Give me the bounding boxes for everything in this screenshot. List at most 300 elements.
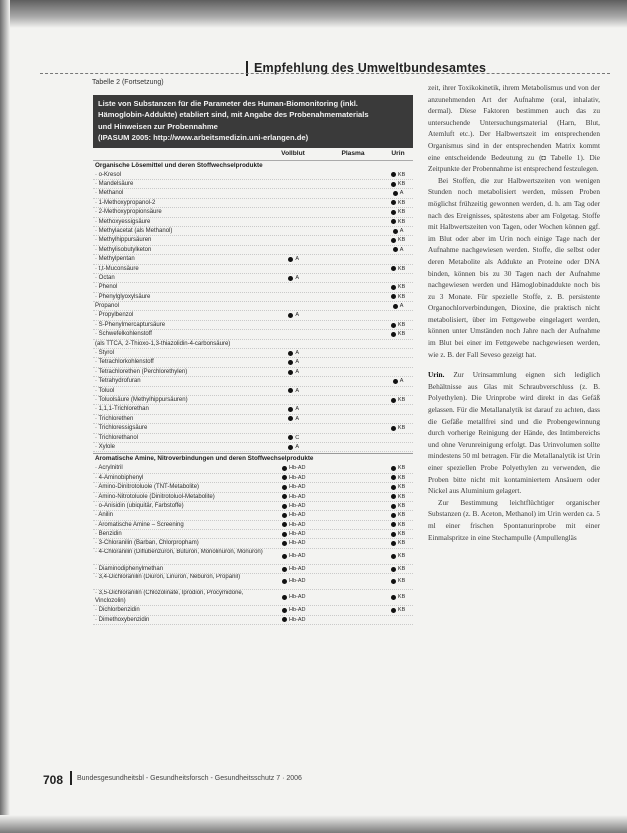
bullet-dot-icon	[391, 285, 396, 290]
bullet-dot-icon	[391, 426, 396, 431]
footer-citation: Bundesgesundheitsbl - Gesundheitsforsch - Gesundheitsschutz 7 · 2006	[77, 775, 302, 782]
substance-name: · 3,5-Dichloranilin (Chlozolinate, Iprodion, Procymidone, Vinclozolin)	[95, 590, 244, 604]
table-row	[93, 199, 413, 208]
bullet-dot-icon	[282, 504, 287, 509]
scan-shadow-left	[0, 0, 10, 833]
sample-marker: KB	[397, 171, 406, 178]
vollblut-cell	[264, 549, 324, 564]
plasma-cell	[324, 265, 384, 273]
sample-marker: A	[295, 415, 300, 422]
plasma-cell	[324, 443, 384, 451]
plasma-cell	[324, 236, 384, 244]
sample-marker: KB	[397, 265, 406, 272]
plasma-cell	[324, 405, 384, 413]
sample-marker: A	[295, 312, 300, 319]
sample-marker: A	[295, 387, 300, 394]
urin-cell	[383, 424, 413, 432]
table-row	[93, 483, 413, 492]
bullet-dot-icon	[391, 266, 396, 271]
urin-cell	[383, 349, 413, 357]
bullet-dot-icon	[282, 494, 287, 499]
vollblut-cell	[264, 387, 324, 395]
sample-marker: KB	[397, 321, 406, 328]
table-title-line: (IPASUM 2005: http://www.arbeitsmedizin.uni-erlangen.de)	[98, 133, 309, 143]
substance-name: · 4-Aminobiphenyl	[95, 474, 144, 481]
sample-marker: KB	[397, 237, 406, 244]
sample-marker: Hb-AD	[288, 493, 306, 500]
urin-cell	[383, 265, 413, 273]
plasma-cell	[324, 283, 384, 291]
sample-marker: KB	[397, 425, 406, 432]
vollblut-cell	[264, 189, 324, 197]
table-row	[93, 340, 413, 349]
paragraph: Bei Stoffen, die zur Halbwertszeiten von wenigen Stunden noch metabolisiert werden, müssen Proben möglichst frühzeitig gewonnen werden, d. h. am Tag oder nach des Ereignisses, spätestens aber am Folgetag. Stoffe mit Halbwertszeiten von Tagen, oder Wochen können ggf. im Blut oder aber im Urin noch einige Tage nach der Aufnahme nachgewiesen werden. Stoffe, die selbst oder deren Metabolite als Addukte an Proteine oder DNA binden, können bis zu 30 Tagen nach der Aufnahme nachgewiesen werden und Hämoglobinaddukte noch bis zu 3 Monate. Für spezielle Stoffe, z. B. persistente Organochlorverbindungen, Dioxine, die praktisch nicht metabolisiert, über im Fettgewebe eingelagert werden, können unter Umständen noch Jahre nach der Aufnahme im Blut bei einer im Fettgewebe nachgewiesen werden, wie z. B. der Fall Seveso gezeigt hat.	[428, 175, 600, 359]
bullet-dot-icon	[393, 247, 398, 252]
table-row	[93, 405, 413, 414]
plasma-cell	[324, 493, 384, 501]
plasma-cell	[324, 464, 384, 472]
vollblut-cell	[264, 464, 324, 472]
sample-marker: KB	[397, 521, 406, 528]
plasma-cell	[324, 590, 384, 605]
substance-name: · Octan	[95, 274, 115, 281]
plasma-cell	[324, 208, 384, 216]
sample-marker: Hb-AD	[288, 474, 306, 481]
vollblut-cell	[264, 330, 324, 338]
sample-marker: A	[295, 359, 300, 366]
table-row	[93, 590, 413, 606]
urin-cell	[383, 302, 413, 310]
bullet-dot-icon	[393, 229, 398, 234]
vollblut-cell	[264, 396, 324, 404]
bullet-dot-icon	[391, 567, 396, 572]
table-row	[93, 502, 413, 511]
bullet-dot-icon	[391, 595, 396, 600]
body-text-column	[428, 82, 600, 543]
sample-marker: Hb-AD	[288, 512, 306, 519]
table-row	[93, 330, 413, 339]
scan-shadow-top	[0, 0, 627, 28]
substance-name: · Methoxyessigsäure	[95, 218, 151, 225]
bullet-dot-icon	[282, 567, 287, 572]
vollblut-cell	[264, 434, 324, 442]
urin-cell	[383, 311, 413, 319]
table-row	[93, 274, 413, 283]
bullet-dot-icon	[288, 351, 293, 356]
table-row	[93, 464, 413, 473]
plasma-cell	[324, 302, 384, 310]
table-row	[93, 255, 413, 264]
paragraph-urin	[428, 369, 600, 497]
table-title-line: Liste von Substanzen für die Parameter des Human-Biomonitoring (inkl.	[98, 99, 358, 108]
bullet-dot-icon	[288, 360, 293, 365]
vollblut-cell	[264, 349, 324, 357]
sample-marker: KB	[397, 502, 406, 509]
bullet-dot-icon	[391, 579, 396, 584]
page-number: 708	[43, 773, 64, 787]
bullet-dot-icon	[391, 323, 396, 328]
bullet-dot-icon	[391, 182, 396, 187]
vollblut-cell	[264, 293, 324, 301]
table-body	[93, 161, 413, 625]
urin-cell	[383, 236, 413, 244]
bullet-dot-icon	[391, 513, 396, 518]
sample-marker: KB	[397, 512, 406, 519]
bullet-dot-icon	[391, 200, 396, 205]
substance-name: · Xylole	[95, 443, 116, 450]
table-row	[93, 443, 413, 452]
urin-cell	[383, 180, 413, 188]
table-row	[93, 387, 413, 396]
vollblut-cell	[264, 311, 324, 319]
table-row	[93, 616, 413, 625]
substance-name: · Propylbenzol	[95, 312, 134, 319]
plasma-cell	[324, 565, 384, 573]
sample-marker: KB	[397, 331, 406, 338]
table-title-line: Hämoglobin-Addukte) etabliert sind, mit Angabe des Probenahmematerials	[98, 110, 369, 120]
substance-name: · 4-Chloranilin (Diflubenzuron, Buturon, Monolinuron, Monuron)	[95, 548, 263, 555]
bullet-dot-icon	[391, 504, 396, 509]
running-head: Empfehlung des Umweltbundesamtes	[254, 61, 487, 75]
substance-name: · 3,4-Dichloranilin (Diuron, Linuron, Neburon, Propanil)	[95, 574, 241, 581]
urin-cell	[383, 255, 413, 263]
column-headers	[93, 148, 413, 161]
vollblut-cell	[264, 274, 324, 282]
urin-cell	[383, 189, 413, 197]
sample-marker: A	[295, 256, 300, 263]
sample-marker: KB	[397, 484, 406, 491]
urin-cell	[383, 565, 413, 573]
urin-cell	[383, 293, 413, 301]
table-caption: Tabelle 2 (Fortsetzung)	[92, 79, 164, 86]
sample-marker: KB	[397, 607, 406, 614]
sample-marker: Hb-AD	[288, 531, 306, 538]
plasma-cell	[324, 311, 384, 319]
vollblut-cell	[264, 590, 324, 605]
table-row	[93, 434, 413, 443]
sample-marker: KB	[397, 465, 406, 472]
substance-name: · Trichlorethen	[95, 415, 134, 422]
urin-cell	[383, 590, 413, 605]
bullet-dot-icon	[282, 554, 287, 559]
plasma-cell	[324, 330, 384, 338]
substance-name: · S-Phenylmercaptursäure	[95, 321, 166, 328]
vollblut-cell	[264, 574, 324, 589]
plasma-cell	[324, 530, 384, 538]
table-row	[93, 521, 413, 530]
urin-cell	[383, 574, 413, 589]
urin-cell	[383, 405, 413, 413]
bullet-dot-icon	[288, 370, 293, 375]
urin-cell	[383, 199, 413, 207]
vollblut-cell	[264, 208, 324, 216]
substance-name: · Diaminodiphenylmethan	[95, 565, 164, 572]
urin-cell	[383, 539, 413, 547]
table-row	[93, 283, 413, 292]
bullet-dot-icon	[288, 435, 293, 440]
bullet-dot-icon	[391, 466, 396, 471]
table-row	[93, 311, 413, 320]
bullet-dot-icon	[282, 595, 287, 600]
column-header-vollblut: Vollblut	[281, 150, 305, 158]
plasma-cell	[324, 396, 384, 404]
substance-name: · Aromatische Amine – Screening	[95, 521, 184, 528]
bullet-dot-icon	[391, 210, 396, 215]
sample-marker: KB	[397, 209, 406, 216]
paragraph: Zur Bestimmung leichtflüchtiger organischer Substanzen (z. B. Aceton, Methanol) im Urin werden ca. 5 ml einer frischen Spontanurinprobe mit einer Einmalspritze in eine Stechampulle (Ampullengläs	[428, 497, 600, 542]
bullet-dot-icon	[288, 445, 293, 450]
vollblut-cell	[264, 530, 324, 538]
vollblut-cell	[264, 606, 324, 614]
column-header-urin: Urin	[391, 150, 405, 158]
bullet-dot-icon	[391, 541, 396, 546]
plasma-cell	[324, 424, 384, 432]
substance-name: · Styrol	[95, 350, 115, 357]
table-row	[93, 218, 413, 227]
vollblut-cell	[264, 443, 324, 451]
bullet-dot-icon	[391, 485, 396, 490]
plasma-cell	[324, 415, 384, 423]
vollblut-cell	[264, 521, 324, 529]
plasma-cell	[324, 349, 384, 357]
table-row	[93, 530, 413, 539]
substance-name: · Methylisobutylketon	[95, 246, 152, 253]
urin-cell	[383, 368, 413, 376]
plasma-cell	[324, 606, 384, 614]
vollblut-cell	[264, 483, 324, 491]
bullet-dot-icon	[288, 276, 293, 281]
substance-name: · Benzidin	[95, 531, 122, 538]
plasma-cell	[324, 502, 384, 510]
bullet-dot-icon	[282, 513, 287, 518]
sample-marker: KB	[397, 540, 406, 547]
plasma-cell	[324, 616, 384, 624]
substance-name: · 2-Methoxypropionsäure	[95, 209, 162, 216]
urin-cell	[383, 483, 413, 491]
bullet-dot-icon	[282, 466, 287, 471]
vollblut-cell	[264, 565, 324, 573]
sample-marker: A	[295, 368, 300, 375]
substance-name: · t,t-Muconsäure	[95, 265, 139, 272]
urin-cell	[383, 218, 413, 226]
sample-marker: KB	[397, 199, 406, 206]
plasma-cell	[324, 274, 384, 282]
sample-marker: A	[295, 274, 300, 281]
bullet-dot-icon	[391, 332, 396, 337]
urin-cell	[383, 171, 413, 179]
bullet-dot-icon	[288, 313, 293, 318]
urin-cell	[383, 227, 413, 235]
urin-cell	[383, 530, 413, 538]
bullet-dot-icon	[282, 541, 287, 546]
table-row	[93, 415, 413, 424]
table-row	[93, 349, 413, 358]
sample-marker: Hb-AD	[288, 540, 306, 547]
bullet-dot-icon	[393, 304, 398, 309]
table-row	[93, 246, 413, 255]
sample-marker: Hb-AD	[288, 521, 306, 528]
vollblut-cell	[264, 377, 324, 385]
bullet-dot-icon	[391, 172, 396, 177]
sample-marker: Hb-AD	[288, 484, 306, 491]
column-header-plasma: Plasma	[341, 150, 365, 158]
urin-cell	[383, 502, 413, 510]
vollblut-cell	[264, 199, 324, 207]
urin-cell	[383, 387, 413, 395]
header-rule	[40, 73, 610, 74]
sample-marker: KB	[397, 552, 406, 559]
urin-cell	[383, 358, 413, 366]
plasma-cell	[324, 199, 384, 207]
bullet-dot-icon	[282, 617, 287, 622]
plasma-cell	[324, 368, 384, 376]
vollblut-cell	[264, 180, 324, 188]
substance-name: · Amino-Nitrotoluole (Dinitrotoluol-Metabolite)	[95, 493, 215, 500]
table-row	[93, 368, 413, 377]
sample-marker: KB	[397, 565, 406, 572]
substance-name: · Anilin	[95, 512, 114, 519]
plasma-cell	[324, 539, 384, 547]
plasma-cell	[324, 511, 384, 519]
vollblut-cell	[264, 424, 324, 432]
urin-cell	[383, 616, 413, 624]
urin-cell	[383, 274, 413, 282]
substance-name: · Toluol	[95, 387, 115, 394]
urin-cell	[383, 208, 413, 216]
table-row	[93, 606, 413, 615]
sample-marker: KB	[397, 594, 406, 601]
substance-name: · Tetrahydrofuran	[95, 378, 141, 385]
bullet-dot-icon	[282, 475, 287, 480]
table-row	[93, 293, 413, 302]
table-row	[93, 358, 413, 367]
urin-cell	[383, 283, 413, 291]
bullet-dot-icon	[282, 608, 287, 613]
urin-cell	[383, 321, 413, 329]
urin-cell	[383, 377, 413, 385]
plasma-cell	[324, 483, 384, 491]
bullet-dot-icon	[282, 579, 287, 584]
urin-cell	[383, 443, 413, 451]
table-row	[93, 493, 413, 502]
plasma-cell	[324, 358, 384, 366]
vollblut-cell	[264, 218, 324, 226]
bullet-dot-icon	[391, 554, 396, 559]
sample-marker: KB	[397, 293, 406, 300]
sample-marker: Hb-AD	[288, 565, 306, 572]
urin-cell	[383, 606, 413, 614]
bullet-dot-icon	[391, 294, 396, 299]
substance-name: · Trichlorethanol	[95, 434, 139, 441]
urin-cell	[383, 330, 413, 338]
bullet-dot-icon	[288, 257, 293, 262]
urin-cell	[383, 549, 413, 564]
sample-marker: Hb-AD	[288, 465, 306, 472]
urin-cell	[383, 493, 413, 501]
table-row	[93, 227, 413, 236]
table-row	[93, 208, 413, 217]
bullet-dot-icon	[391, 398, 396, 403]
vollblut-cell	[264, 265, 324, 273]
table-row	[93, 189, 413, 198]
substance-table	[93, 95, 413, 623]
plasma-cell	[324, 340, 384, 348]
vollblut-cell	[264, 236, 324, 244]
table-title-line: und Hinweisen zur Probennahme	[98, 121, 218, 131]
footer-divider	[70, 771, 72, 785]
sample-marker: A	[295, 350, 300, 357]
bullet-dot-icon	[282, 522, 287, 527]
sample-marker: A	[399, 378, 404, 385]
plasma-cell	[324, 387, 384, 395]
sample-marker: A	[399, 246, 404, 253]
table-row	[93, 180, 413, 189]
table-title	[93, 95, 413, 148]
vollblut-cell	[264, 415, 324, 423]
sample-marker: A	[399, 303, 404, 310]
sample-marker: KB	[397, 181, 406, 188]
sample-marker: KB	[397, 218, 406, 225]
bullet-dot-icon	[391, 494, 396, 499]
sample-marker: C	[295, 434, 300, 441]
urin-cell	[383, 464, 413, 472]
bullet-dot-icon	[288, 388, 293, 393]
substance-name: · 3-Chloranilin (Barban, Chlorpropham)	[95, 540, 199, 547]
substance-name: · Methanol	[95, 190, 124, 197]
table-row	[93, 574, 413, 590]
sample-marker: Hb-AD	[288, 578, 306, 585]
urin-cell	[383, 511, 413, 519]
plasma-cell	[324, 189, 384, 197]
bullet-dot-icon	[288, 407, 293, 412]
vollblut-cell	[264, 227, 324, 235]
table-row	[93, 424, 413, 433]
sample-marker: KB	[397, 284, 406, 291]
urin-cell	[383, 340, 413, 348]
substance-name: · o-Kresol	[95, 171, 122, 178]
bullet-dot-icon	[391, 475, 396, 480]
vollblut-cell	[264, 246, 324, 254]
substance-name: (als TTCA, 2-Thioxo-1,3-thiazolidin-4-carbonsäure)	[95, 340, 231, 347]
substance-name: · Dimethoxybenzidin	[95, 616, 150, 623]
urin-cell	[383, 246, 413, 254]
table-row	[93, 539, 413, 548]
table-row	[93, 396, 413, 405]
plasma-cell	[324, 171, 384, 179]
sample-marker: A	[399, 227, 404, 234]
plasma-cell	[324, 246, 384, 254]
table-row	[93, 565, 413, 574]
sample-marker: KB	[397, 474, 406, 481]
bullet-dot-icon	[391, 532, 396, 537]
table-row	[93, 474, 413, 483]
table-row	[93, 377, 413, 386]
scan-shadow-bottom	[0, 815, 627, 833]
table-row	[93, 265, 413, 274]
plasma-cell	[324, 549, 384, 564]
bullet-dot-icon	[391, 238, 396, 243]
plasma-cell	[324, 574, 384, 589]
urin-cell	[383, 521, 413, 529]
bullet-dot-icon	[391, 522, 396, 527]
sample-marker: A	[295, 443, 300, 450]
vollblut-cell	[264, 283, 324, 291]
paragraph: zeit, ihrer Toxikokinetik, ihrem Metabolismus und von der anzunehmenden Art der Aufnahme (oral, inhalativ, dermal). Diese Faktoren bestimmen auch das zu untersuchende Untersuchungsmaterial (Harn, Blut, Atemluft etc.). Der Halbwertszeit im entsprechenden Organismus sind in der entsprechenden Matrix kommt eine entscheidende Bedeutung zu (◘ Tabelle 1). Die Zeitpunkte der Probennahme ist entsprechend festzulegen.	[428, 83, 600, 174]
vollblut-cell	[264, 358, 324, 366]
vollblut-cell	[264, 474, 324, 482]
urin-cell	[383, 434, 413, 442]
substance-name: · Methylacetat (als Methanol)	[95, 227, 173, 234]
